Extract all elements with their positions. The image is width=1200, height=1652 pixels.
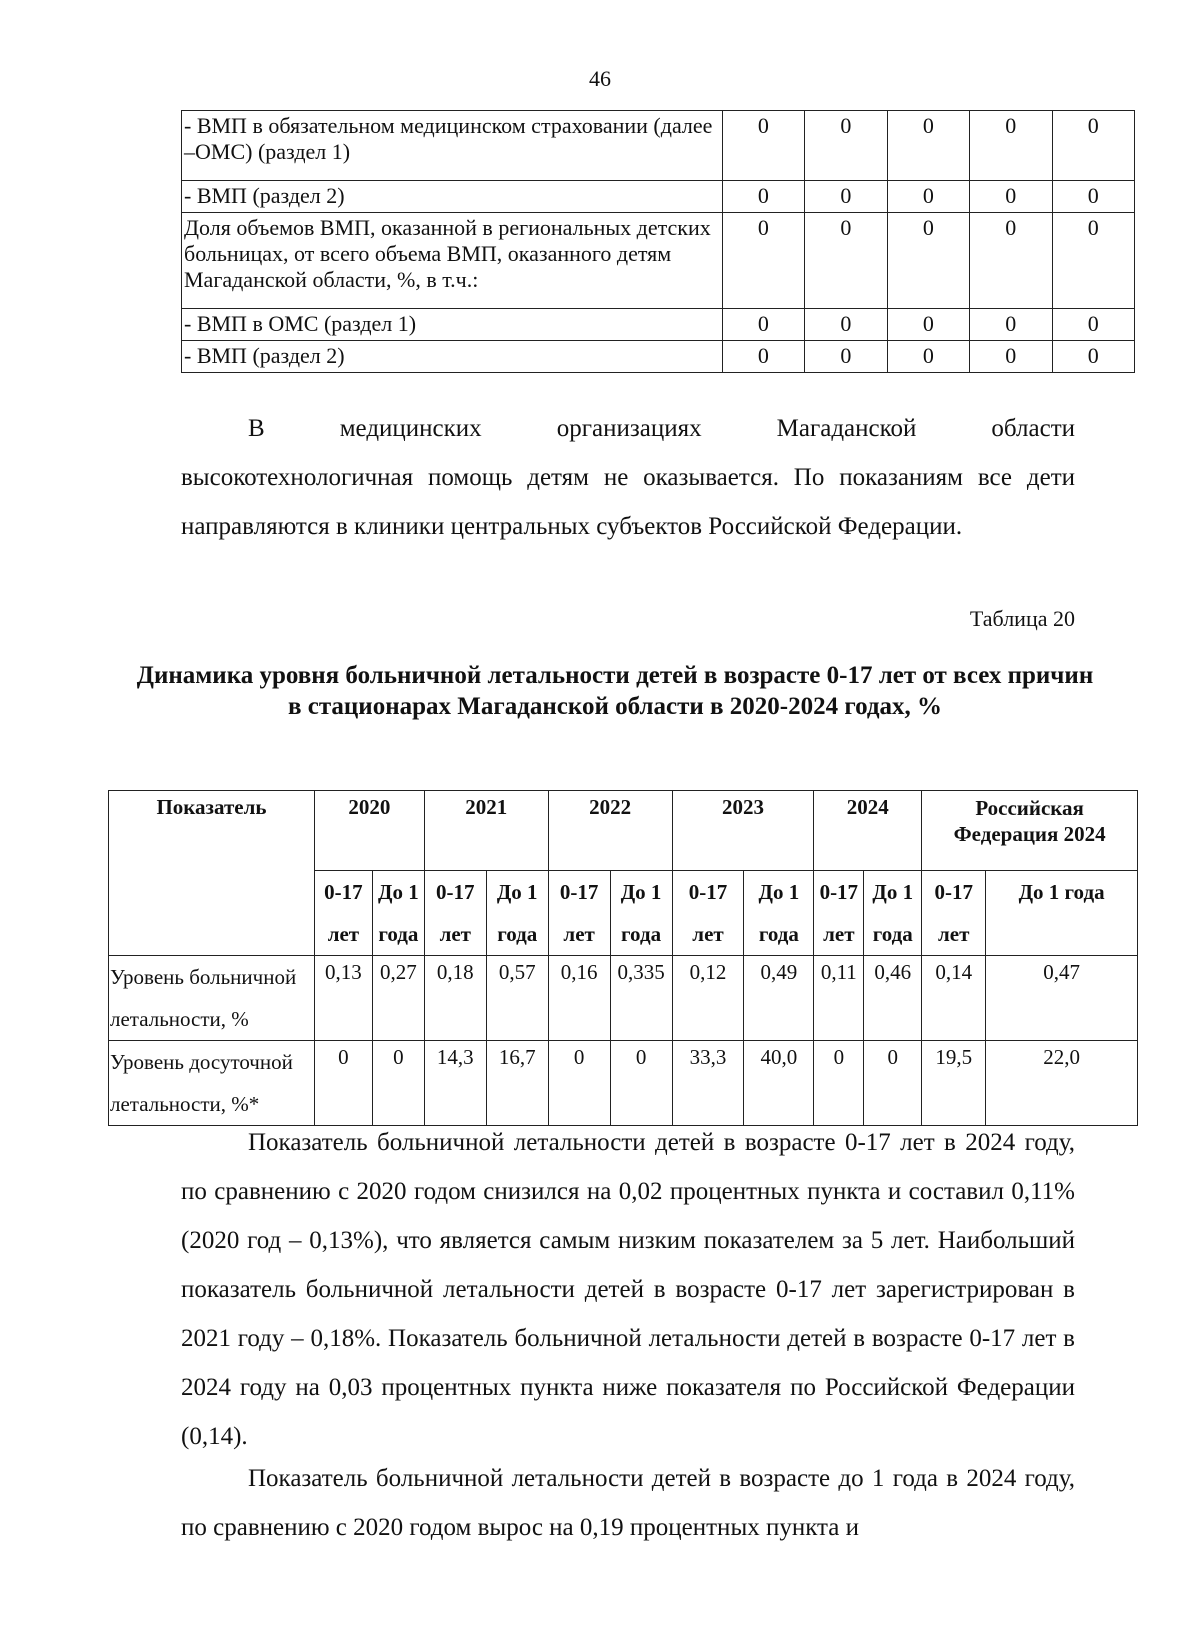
header-year-2021: 2021: [424, 791, 548, 871]
cell-value: 0: [887, 309, 969, 341]
vmp-table-row: [182, 341, 1135, 373]
header-row: [109, 791, 1138, 871]
vmp-table-row: [182, 111, 1135, 181]
row-label-line1: Уровень досуточной: [110, 1050, 293, 1074]
cell-value: 0,14: [922, 956, 986, 1041]
cell-value: 0,46: [864, 956, 922, 1041]
cell-value: 0: [805, 213, 887, 309]
cell-value: 0: [864, 1041, 922, 1126]
cell-value: 0: [722, 309, 804, 341]
vmp-table-row: [182, 213, 1135, 309]
paragraph-analysis-0-17: Показатель больничной летальности детей в возрасте 0-17 лет в 2024 году, по сравнению с 2020 годом снизился на 0,02 процентных пункта и составил 0,11% (2020 год – 0,13%), что является самым низким показателем за 5 лет. Наибольший показатель больничной летальности детей в возрасте 0-17 лет зарегистрирован в 2021 году – 0,18%. Показатель больничной летальности детей в возрасте 0-17 лет в 2024 году на 0,03 процентных пункта ниже показателя по Российской Федерации (0,14).: [181, 1129, 1075, 1450]
cell-value: 0: [548, 1041, 610, 1126]
cell-value: 0: [314, 1041, 372, 1126]
cell-value: 0: [372, 1041, 424, 1126]
row-label: [109, 1041, 315, 1126]
cell-value: 22,0: [986, 1041, 1138, 1126]
cell-value: 0,18: [424, 956, 486, 1041]
header-year-2022: 2022: [548, 791, 672, 871]
cell-value: 0: [805, 111, 887, 181]
lethality-table: [108, 790, 1138, 1126]
cell-value: 0: [1052, 341, 1134, 373]
row-label: - ВМП (раздел 2): [182, 181, 723, 213]
cell-value: 0,11: [814, 956, 864, 1041]
cell-value: 0: [1052, 309, 1134, 341]
header-year-2020: 2020: [314, 791, 424, 871]
paragraph-analysis-under-1: Показатель больничной летальности детей в возрасте до 1 года в 2024 году, по сравнению с 2020 годом вырос на 0,19 процентных пункта и: [181, 1465, 1075, 1541]
subheader-0-17: 0-17 лет: [814, 871, 864, 956]
cell-value: 0: [887, 213, 969, 309]
header-rf-2024: Российская Федерация 2024: [922, 791, 1138, 871]
subheader-under-1: До 1 года: [486, 871, 548, 956]
cell-value: 0: [722, 213, 804, 309]
cell-value: 0,12: [672, 956, 744, 1041]
cell-value: 0: [722, 181, 804, 213]
cell-value: 19,5: [922, 1041, 986, 1126]
cell-value: 0: [970, 111, 1052, 181]
cell-value: 0: [970, 213, 1052, 309]
cell-value: 0,27: [372, 956, 424, 1041]
cell-value: 0,49: [744, 956, 814, 1041]
row-label: Доля объемов ВМП, оказанной в региональных детских больницах, от всего объема ВМП, оказанного детям Магаданской области, %, в т.ч.:: [182, 213, 723, 309]
cell-value: 0: [722, 111, 804, 181]
subheader-under-1: До 1 года: [372, 871, 424, 956]
row-label: [109, 956, 315, 1041]
cell-value: 0: [1052, 111, 1134, 181]
cell-value: 0: [970, 341, 1052, 373]
page-number: 46: [589, 66, 611, 91]
row-label-line2: летальности, %: [110, 1007, 249, 1031]
row-label: - ВМП в ОМС (раздел 1): [182, 309, 723, 341]
paragraph-vmp: [181, 404, 1075, 551]
cell-value: 0,16: [548, 956, 610, 1041]
paragraph-vmp-rest: высокотехнологичная помощь детям не оказывается. По показаниям все дети направляются в клиники центральных субъектов Российской Федерации.: [181, 464, 1075, 540]
subheader-under-1: До 1 года: [744, 871, 814, 956]
header-indicator: Показатель: [109, 791, 315, 956]
cell-value: 0: [887, 341, 969, 373]
cell-value: 0: [970, 309, 1052, 341]
cell-value: 33,3: [672, 1041, 744, 1126]
row-label-line2: летальности, %*: [110, 1092, 260, 1116]
cell-value: 0: [1052, 181, 1134, 213]
cell-value: 0,13: [314, 956, 372, 1041]
cell-value: 0: [805, 181, 887, 213]
header-year-2023: 2023: [672, 791, 814, 871]
subheader-0-17: 0-17 лет: [672, 871, 744, 956]
cell-value: 0: [887, 181, 969, 213]
header-year-2024: 2024: [814, 791, 922, 871]
table-row: [109, 1041, 1138, 1126]
table-title: Динамика уровня больничной летальности детей в возрасте 0-17 лет от всех причин в стационарах Магаданской области в 2020-2024 годах, %: [136, 662, 1094, 720]
paragraph-vmp-first-line: В медицинских организациях Магаданской области: [248, 415, 1075, 442]
cell-value: 40,0: [744, 1041, 814, 1126]
row-label-line1: Уровень больничной: [110, 965, 297, 989]
subheader-under-1: До 1 года: [864, 871, 922, 956]
vmp-table-row: [182, 181, 1135, 213]
vmp-table-row: [182, 309, 1135, 341]
vmp-table: [181, 110, 1135, 373]
cell-value: 0,57: [486, 956, 548, 1041]
cell-value: 14,3: [424, 1041, 486, 1126]
cell-value: 0: [887, 111, 969, 181]
cell-value: 0: [970, 181, 1052, 213]
cell-value: 0: [1052, 213, 1134, 309]
cell-value: 0,335: [610, 956, 672, 1041]
cell-value: 0: [814, 1041, 864, 1126]
cell-value: 0: [805, 341, 887, 373]
cell-value: 0: [722, 341, 804, 373]
subheader-under-1: До 1 года: [986, 871, 1138, 956]
row-label: - ВМП (раздел 2): [182, 341, 723, 373]
table-row: [109, 956, 1138, 1041]
subheader-0-17: 0-17 лет: [922, 871, 986, 956]
cell-value: 0: [805, 309, 887, 341]
cell-value: 16,7: [486, 1041, 548, 1126]
cell-value: 0,47: [986, 956, 1138, 1041]
subheader-0-17: 0-17 лет: [424, 871, 486, 956]
row-label: - ВМП в обязательном медицинском страховании (далее –ОМС) (раздел 1): [182, 111, 723, 181]
subheader-0-17: 0-17 лет: [314, 871, 372, 956]
subheader-under-1: До 1 года: [610, 871, 672, 956]
table-label: Таблица 20: [969, 606, 1075, 631]
subheader-0-17: 0-17 лет: [548, 871, 610, 956]
cell-value: 0: [610, 1041, 672, 1126]
